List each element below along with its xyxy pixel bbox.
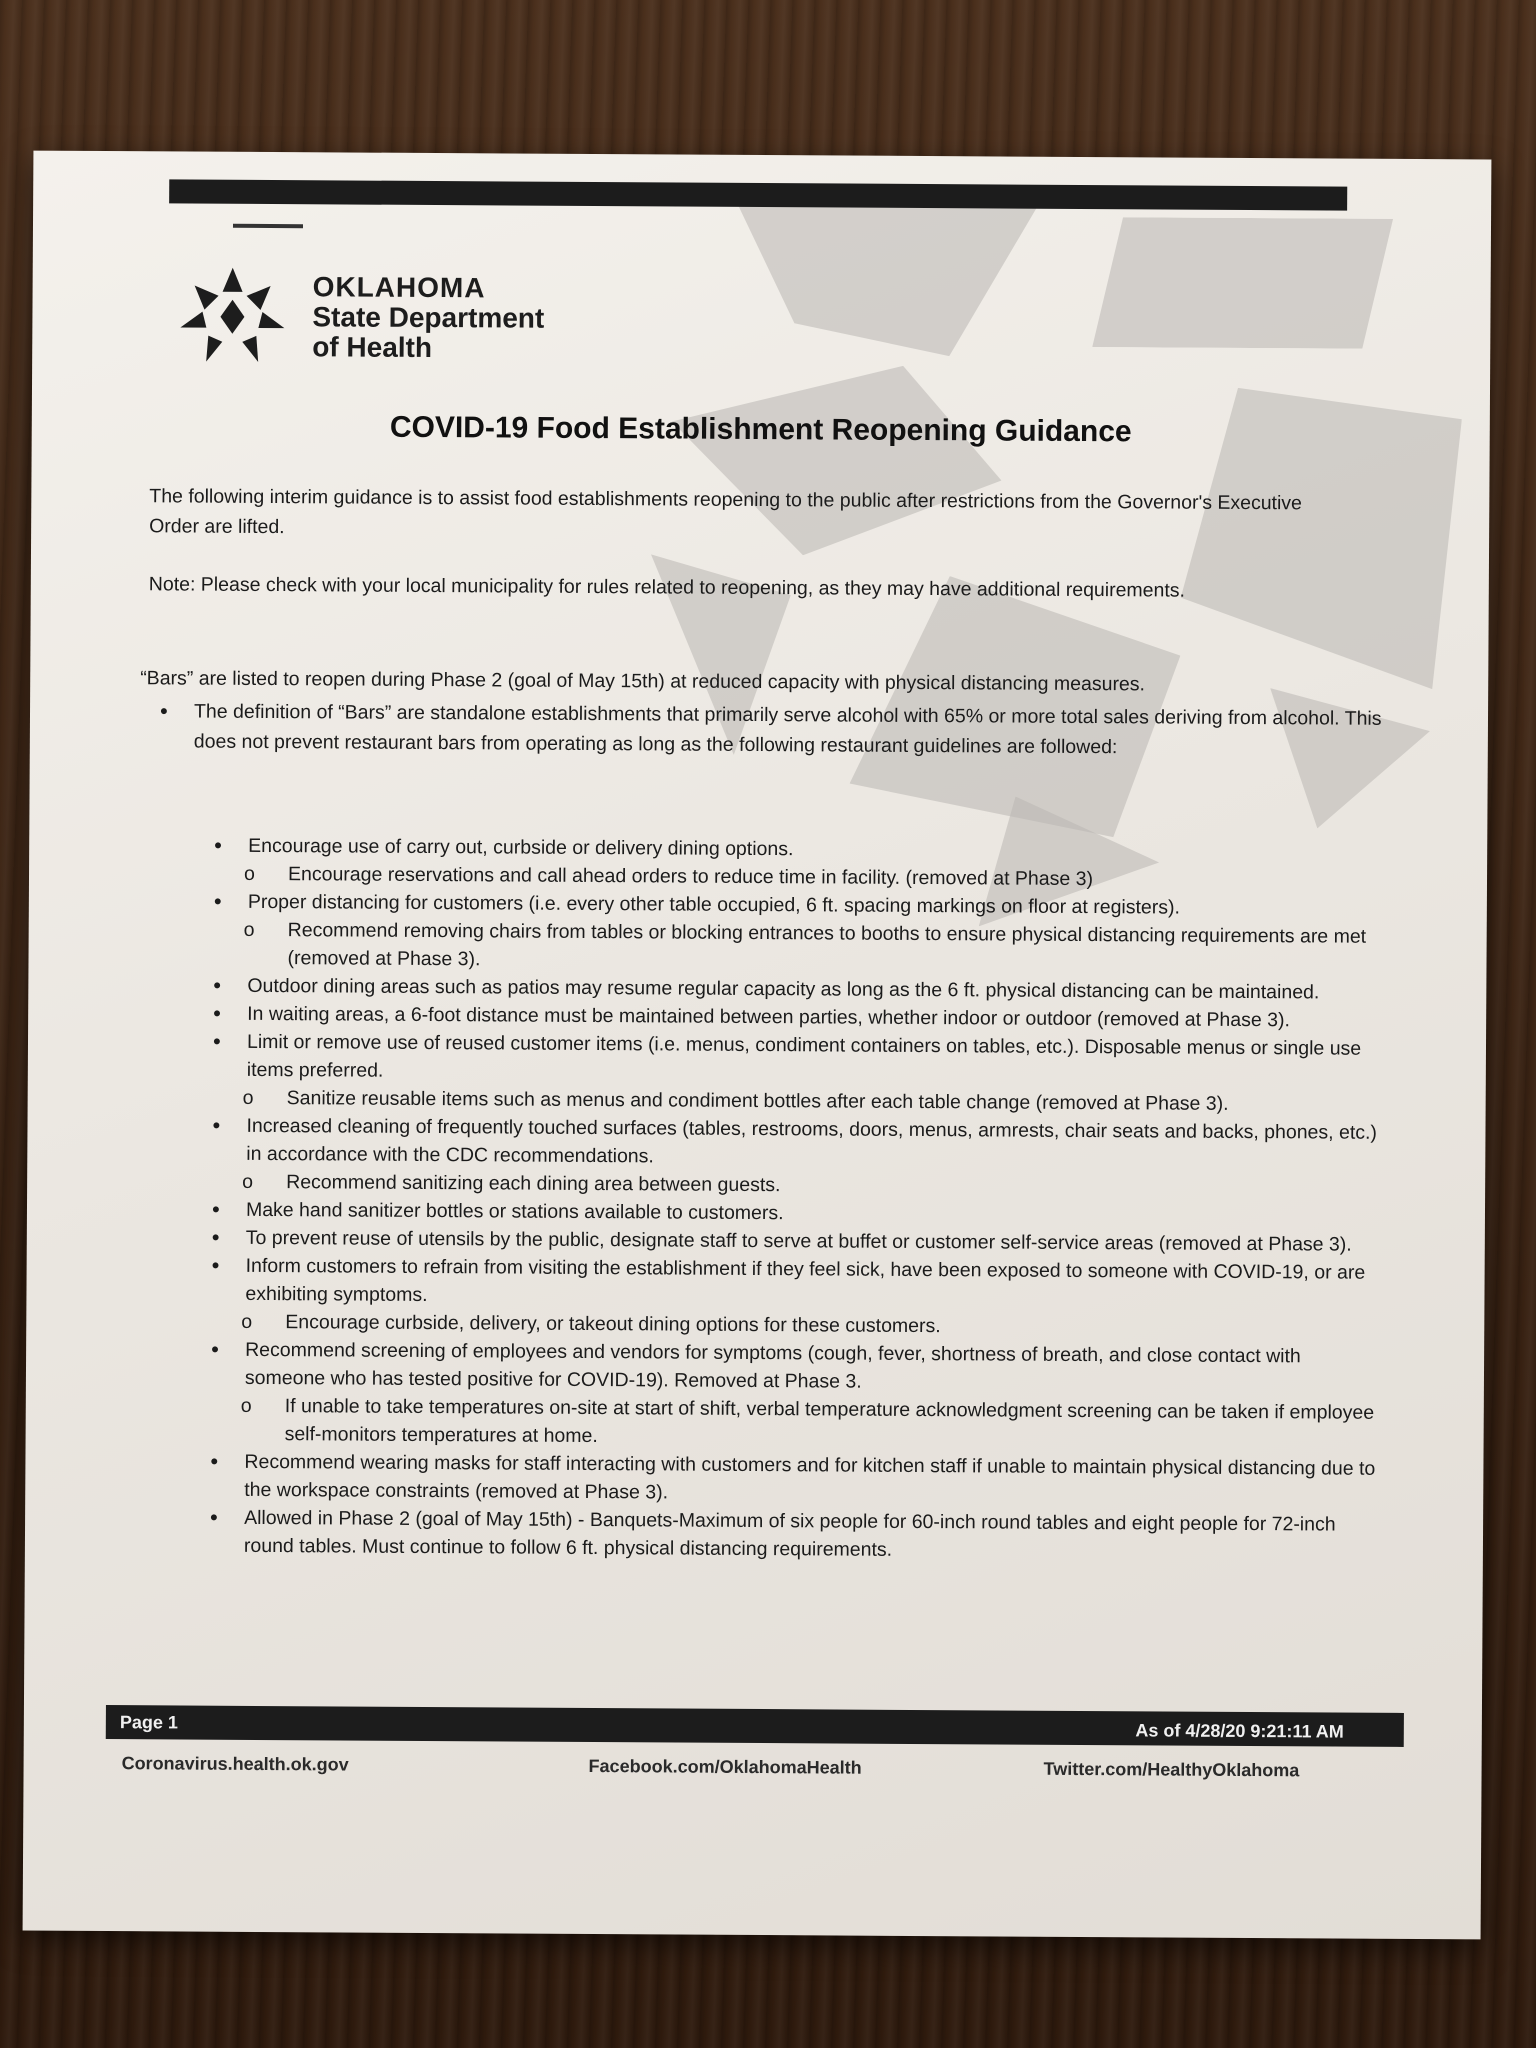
guideline-text: In waiting areas, a 6-foot distance must be maintained between parties, whether indoor or outdoor (removed at Phase 3). <box>247 1002 1290 1032</box>
note-paragraph: Note: Please check with your local municipality for rules related to reopening, as they may have additional requirements. <box>148 573 1186 602</box>
guideline-subitem: o Recommend removing chairs from tables or blocking entrances to booths to ensure physical distancing requirements are met (removed at Phase 3). <box>213 916 1383 979</box>
website-link[interactable]: Coronavirus.health.ok.gov <box>121 1753 349 1775</box>
guideline-item <box>211 1252 1381 1315</box>
guidelines-list <box>210 832 1384 1567</box>
header-dash <box>233 224 303 228</box>
guideline-text: Make hand sanitizer bottles or stations available to customers. <box>245 1198 784 1225</box>
bars-definition-item <box>160 696 1384 763</box>
as-of-date: As of 4/28/20 9:21:11 AM <box>1135 1720 1344 1742</box>
guideline-text: Recommend screening of employees and vendors for symptoms (cough, fever, shortness of breath, and close contact with someone who has tested positive for COVID-19). Removed at Phase 3. <box>244 1338 1301 1393</box>
guideline-item <box>210 1504 1380 1567</box>
guideline-subitem: o Encourage curbside, delivery, or takeout dining options for these customers. <box>211 1308 1381 1343</box>
guideline-item <box>212 1112 1382 1175</box>
guideline-text: Encourage use of carry out, curbside or delivery dining options. <box>248 834 794 861</box>
decorative-shape <box>1092 217 1393 349</box>
guideline-item <box>213 1028 1383 1091</box>
guideline-subitem: o Recommend sanitizing each dining area between guests. <box>212 1168 1382 1203</box>
osdh-star-logo-icon <box>172 261 293 372</box>
guideline-text: Allowed in Phase 2 (goal of May 15th) - Banquets-Maximum of six people for 60-inch round tables and eight people for 72-inch round tables. Must continue to follow 6 ft. physical distancing requirements. <box>243 1506 1336 1561</box>
guideline-text: Recommend wearing masks for staff interacting with customers and for kitchen staff if unable to maintain physical distancing due to the workspace constraints (removed at Phase 3). <box>244 1450 1376 1504</box>
guideline-subitem: o If unable to take temperatures on-site at start of shift, verbal temperature acknowledgment screening can be taken if employee self-monitors temperatures at home. <box>211 1392 1381 1455</box>
guideline-text: Limit or remove use of reused customer items (i.e. menus, condiment containers on tables, etc.). Disposable menus or single use items preferred. <box>246 1030 1362 1082</box>
intro-paragraph: The following interim guidance is to assist food establishments reopening to the public after restrictions from the Governor's Executive Order are lifted. <box>149 485 1303 539</box>
guideline-item <box>211 1336 1381 1399</box>
header-bar <box>169 179 1347 210</box>
guideline-text: Increased cleaning of frequently touched surfaces (tables, restrooms, doors, menus, armrests, chair seats and backs, phones, etc.) in accordance with the CDC recommendations. <box>246 1114 1378 1168</box>
facebook-link[interactable]: Facebook.com/OklahomaHealth <box>588 1755 862 1778</box>
footer-bar <box>106 1705 1404 1747</box>
guideline-subitem: o Sanitize reusable items such as menus and condiment bottles after each table change (removed at Phase 3). <box>213 1084 1383 1119</box>
decorative-shape <box>732 195 1043 357</box>
org-name-line3: of Health <box>312 331 433 364</box>
twitter-link[interactable]: Twitter.com/HealthyOklahoma <box>1043 1758 1300 1781</box>
guideline-text: Inform customers to refrain from visiting the establishment if they feel sick, have been exposed to someone with COVID-19, or are exhibiting symptoms. <box>245 1254 1366 1306</box>
guideline-text: To prevent reuse of utensils by the public, designate staff to serve at buffet or customer self-service areas (removed at Phase 3). <box>245 1226 1352 1256</box>
page-number: Page 1 <box>119 1712 178 1733</box>
bars-definition-text: The definition of “Bars” are standalone establishments that primarily serve alcohol with 65% or more total sales deriving from alcohol. This does not prevent restaurant bars from operating as long as the following restaurant guidelines are followed: <box>193 700 1382 759</box>
guideline-text: Proper distancing for customers (i.e. every other table occupied, 6 ft. spacing markings on floor at registers). <box>247 890 1181 919</box>
guideline-subitem: o Encourage reservations and call ahead orders to reduce time in facility. (removed at Phase 3) <box>214 860 1384 895</box>
org-name-line2: State Department <box>312 301 545 334</box>
guideline-item <box>210 1448 1380 1511</box>
guideline-text: Outdoor dining areas such as patios may resume regular capacity as long as the 6 ft. physical distancing can be maintained. <box>247 974 1320 1004</box>
document-page <box>23 151 1492 1940</box>
bars-paragraph: “Bars” are listed to reopen during Phase 2 (goal of May 15th) at reduced capacity with physical distancing measures. <box>140 667 1146 696</box>
document-title: COVID-19 Food Establishment Reopening Guidance <box>389 410 1132 449</box>
org-name <box>312 272 544 363</box>
org-name-line1: OKLAHOMA <box>312 271 486 304</box>
